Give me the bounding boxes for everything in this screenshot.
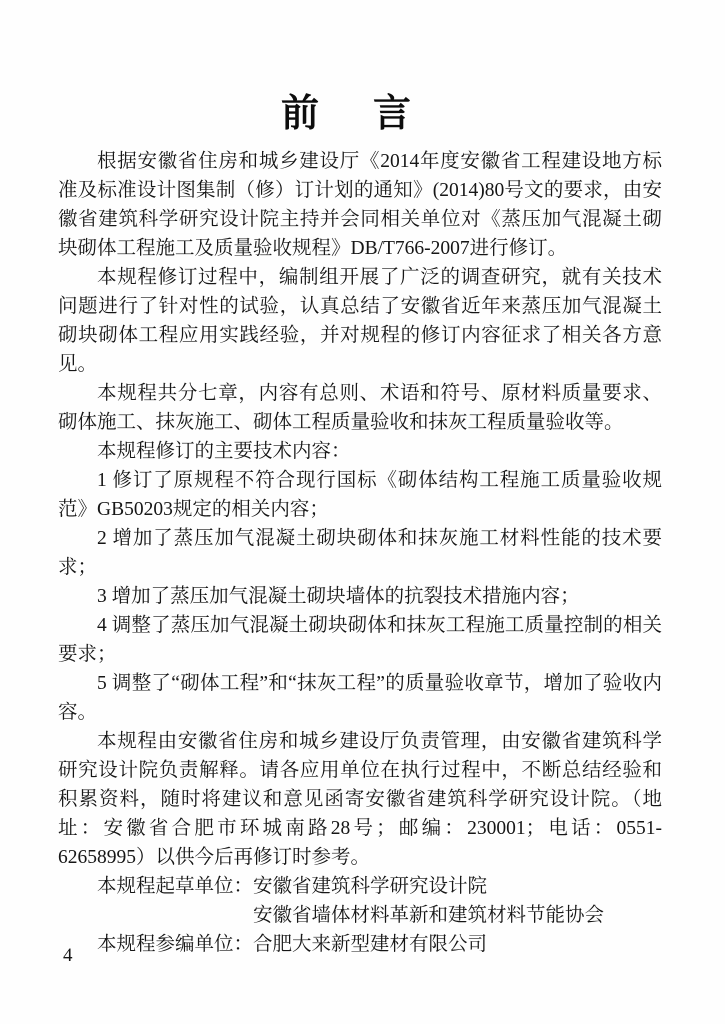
page-title: 前 言 xyxy=(280,93,419,135)
foreword-paragraphs xyxy=(58,147,662,872)
foreword-paragraph: 3 增加了蒸压加气混凝土砌块墙体的抗裂技术措施内容； xyxy=(97,586,580,607)
foreword-paragraph: 根据安徽省住房和城乡建设厅《2014年度安徽省工程建设地方标准及标准设计图集制（修）订计划的通知》(2014)80号文的要求，由安徽省建筑科学研究设计院主持并会同相关单位对《蒸压加气混凝土砌块砌体工程施工及质量验收规程》DB/T766-2007进行修订。 xyxy=(58,151,662,259)
unit-name: 安徽省建筑科学研究设计院 xyxy=(253,876,488,897)
drafting-units-label: 本规程起草单位： xyxy=(97,876,254,897)
drafting-units-row xyxy=(58,872,662,930)
foreword-paragraph: 4 调整了蒸压加气混凝土砌块砌体和抹灰工程施工质量控制的相关要求； xyxy=(58,615,662,665)
participating-units-label: 本规程参编单位： xyxy=(97,934,254,955)
participating-units-row xyxy=(58,930,662,959)
foreword-paragraph: 本规程修订过程中，编制组开展了广泛的调查研究，就有关技术问题进行了针对性的试验，认真总结了安徽省近年来蒸压加气混凝土砌块砌体工程应用实践经验，并对规程的修订内容征求了相关各方意见。 xyxy=(58,267,662,375)
foreword-paragraph: 1 修订了原规程不符合现行国标《砌体结构工程施工质量验收规范》GB50203规定的相关内容； xyxy=(58,470,662,520)
foreword-paragraph: 2 增加了蒸压加气混凝土砌块砌体和抹灰施工材料性能的技术要求； xyxy=(58,528,662,578)
page-number: 4 xyxy=(63,945,73,966)
foreword-body xyxy=(58,147,662,959)
foreword-paragraph: 5 调整了“砌体工程”和“抹灰工程”的质量验收章节，增加了验收内容。 xyxy=(58,673,662,723)
foreword-paragraph: 本规程由安徽省住房和城乡建设厅负责管理，由安徽省建筑科学研究设计院负责解释。请各应用单位在执行过程中，不断总结经验和积累资料，随时将建议和意见函寄安徽省建筑科学研究设计院。（地址：安徽省合肥市环城南路28号；邮编：230001；电话：0551-62658995）以供今后再修订时参考。 xyxy=(58,731,662,868)
unit-name: 合肥大来新型建材有限公司 xyxy=(253,934,488,955)
drafting-units-values xyxy=(253,872,662,930)
participating-units-values xyxy=(253,930,662,959)
foreword-paragraph: 本规程共分七章，内容有总则、术语和符号、原材料质量要求、砌体施工、抹灰施工、砌体工程质量验收和抹灰工程质量验收等。 xyxy=(58,383,662,433)
unit-name: 安徽省墙体材料革新和建筑材料节能协会 xyxy=(253,905,605,926)
foreword-paragraph: 本规程修订的主要技术内容： xyxy=(97,441,351,462)
